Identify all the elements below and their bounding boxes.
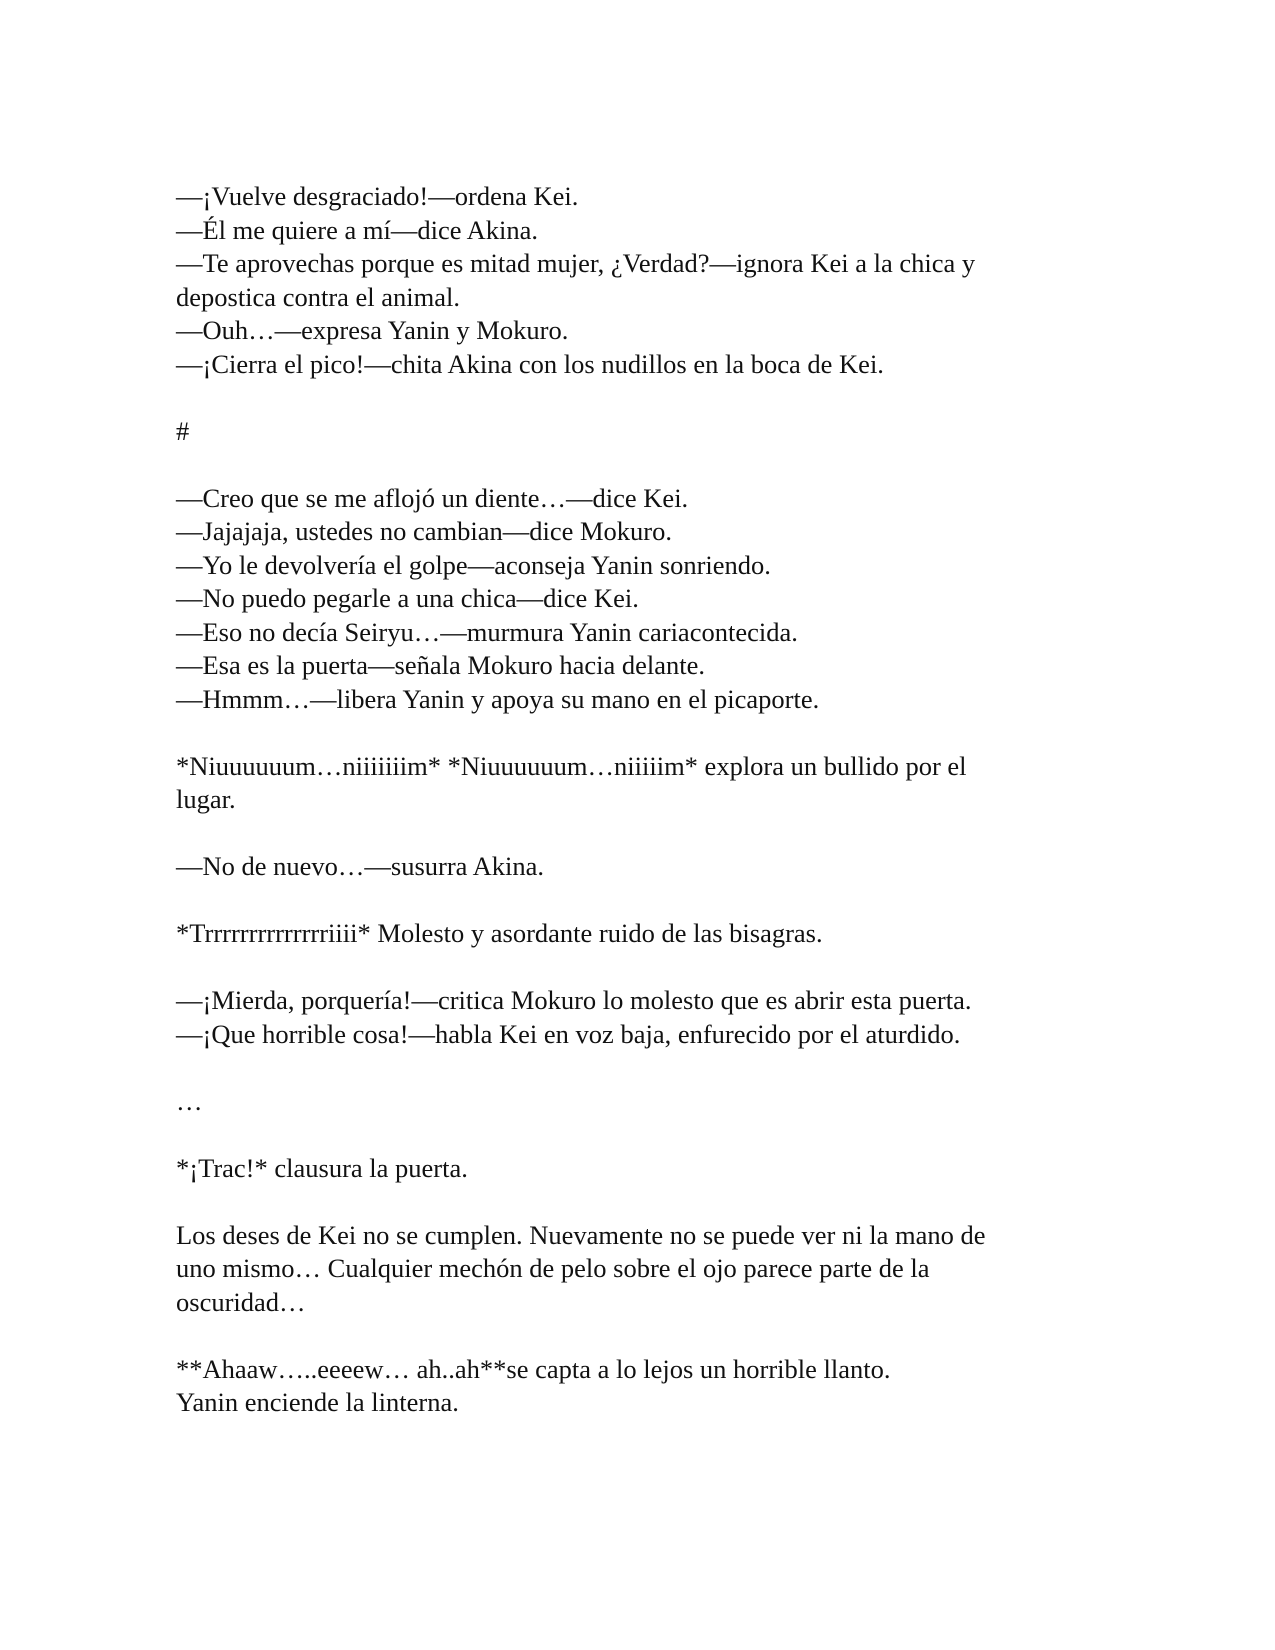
paragraph-gap xyxy=(176,951,1076,985)
text-line: —Eso no decía Seiryu…—murmura Yanin cariacontecida. xyxy=(176,616,798,647)
text-line: —No de nuevo…—susurra Akina. xyxy=(176,851,544,881)
paragraph-sound-1 xyxy=(176,750,1076,817)
scene-break xyxy=(176,415,1076,449)
text-line: # xyxy=(176,415,190,446)
text-line: —Yo le devolvería el golpe—aconseja Yanin sonriendo. xyxy=(176,549,771,580)
paragraph-dialogue-1 xyxy=(176,180,1076,381)
text-line: —¡Que horrible cosa!—habla Kei en voz baja, enfurecido por el aturdido. xyxy=(176,1018,961,1049)
text-line: … xyxy=(176,1085,203,1116)
paragraph-gap xyxy=(176,1118,1076,1152)
paragraph-gap xyxy=(176,716,1076,750)
document-body xyxy=(176,180,1076,1420)
paragraph-sound-2 xyxy=(176,917,1076,951)
text-line: —¡Vuelve desgraciado!—ordena Kei. xyxy=(176,181,579,211)
text-line: —Creo que se me aflojó un diente…—dice Kei. xyxy=(176,482,689,513)
paragraph-gap xyxy=(176,1185,1076,1219)
text-line: —Él me quiere a mí—dice Akina. xyxy=(176,214,539,245)
text-line: depostica contra el animal. xyxy=(176,281,461,312)
paragraph-gap xyxy=(176,817,1076,851)
paragraph-dialogue-3 xyxy=(176,850,1076,884)
text-line: —¡Cierra el pico!—chita Akina con los nudillos en la boca de Kei. xyxy=(176,348,884,379)
paragraph-gap xyxy=(176,1051,1076,1085)
text-line: Yanin enciende la linterna. xyxy=(176,1387,459,1417)
text-line: —Hmmm…—libera Yanin y apoya su mano en el picaporte. xyxy=(176,683,820,714)
paragraph-gap xyxy=(176,381,1076,415)
paragraph-narration-1 xyxy=(176,1219,1076,1320)
text-line: —Jajajaja, ustedes no cambian—dice Mokuro. xyxy=(176,516,672,546)
text-line: lugar. xyxy=(176,784,236,814)
text-line: uno mismo… Cualquier mechón de pelo sobre el ojo parece parte de la xyxy=(176,1253,930,1283)
text-line: —Esa es la puerta—señala Mokuro hacia delante. xyxy=(176,650,706,680)
text-line: *¡Trac!* clausura la puerta. xyxy=(176,1152,468,1183)
paragraph-dialogue-4 xyxy=(176,984,1076,1051)
paragraph-dialogue-2 xyxy=(176,482,1076,717)
paragraph-gap xyxy=(176,448,1076,482)
text-line: **Ahaaw…..eeeew… ah..ah**se capta a lo lejos un horrible llanto. xyxy=(176,1353,891,1384)
text-line: *Trrrrrrrrrrrrrriiii* Molesto y asordante ruido de las bisagras. xyxy=(176,918,823,948)
text-line: *Niuuuuuum…niiiiiiim* *Niuuuuuum…niiiiim* explora un bullido por el xyxy=(176,750,967,781)
paragraph-gap xyxy=(176,884,1076,918)
text-line: —No puedo pegarle a una chica—dice Kei. xyxy=(176,583,639,613)
ellipsis-break xyxy=(176,1085,1076,1119)
text-line: —¡Mierda, porquería!—critica Mokuro lo molesto que es abrir esta puerta. xyxy=(176,985,972,1015)
text-line: oscuridad… xyxy=(176,1286,306,1317)
paragraph-gap xyxy=(176,1319,1076,1353)
text-line: Los deses de Kei no se cumplen. Nuevamente no se puede ver ni la mano de xyxy=(176,1219,986,1250)
text-line: —Te aprovechas porque es mitad mujer, ¿Verdad?—ignora Kei a la chica y xyxy=(176,248,976,278)
text-line: —Ouh…—expresa Yanin y Mokuro. xyxy=(176,315,569,345)
paragraph-narration-2 xyxy=(176,1353,1076,1420)
paragraph-sound-3 xyxy=(176,1152,1076,1186)
